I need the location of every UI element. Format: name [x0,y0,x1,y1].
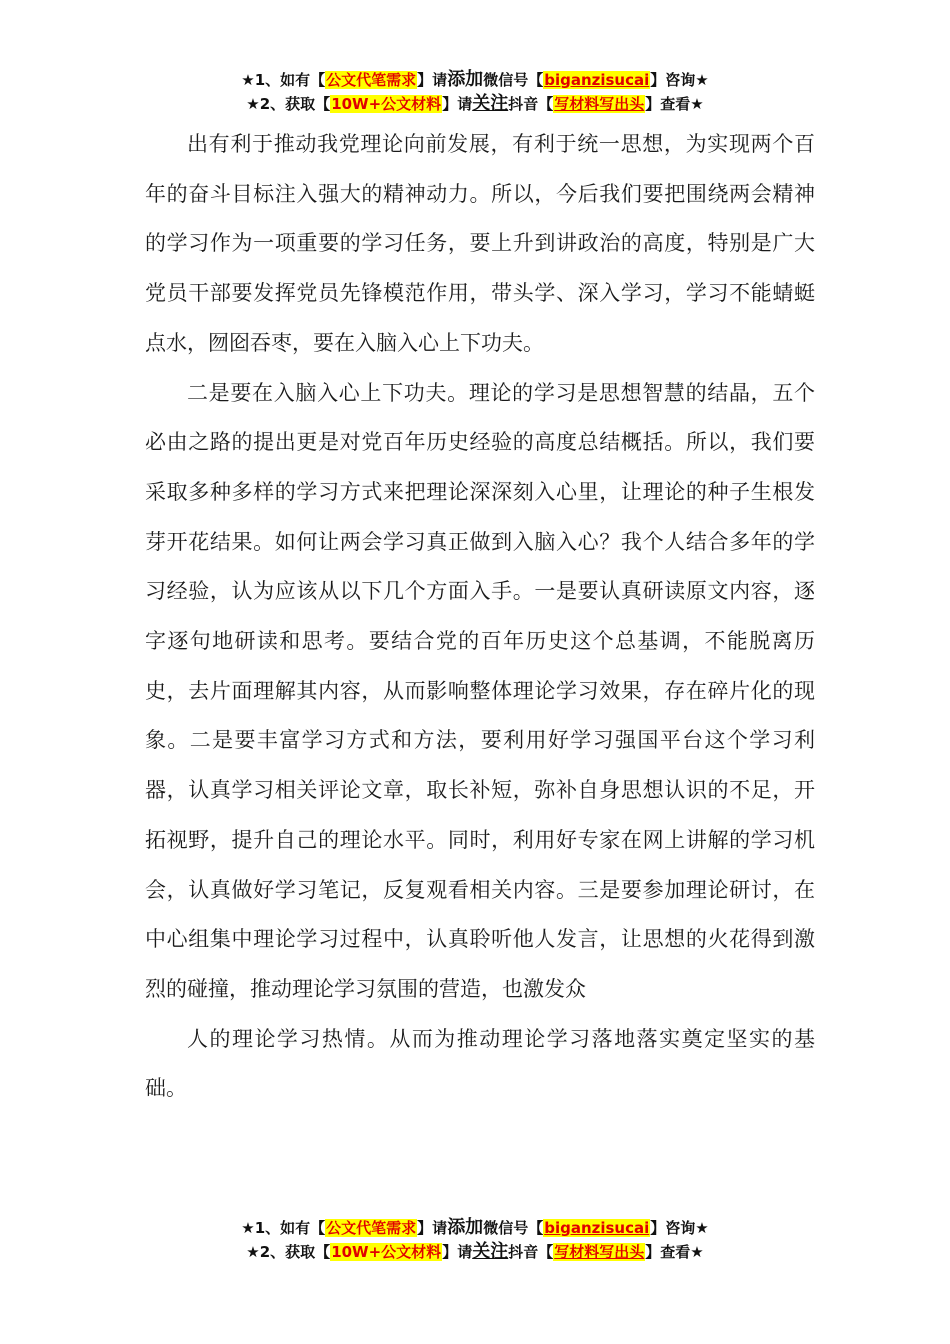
material-highlight: 10W+公文材料 [331,1243,442,1261]
wechat-id-highlight: biganzisucai [544,1219,650,1237]
banner-text: ★2、获取【 [246,1243,331,1261]
banner-text: 】咨询★ [650,71,709,89]
banner-line-1 [0,1216,950,1240]
banner-text: ★1、如有【 [241,71,326,89]
banner-text: 】请 [417,1219,448,1237]
banner-text: 】请 [442,95,473,113]
banner-text: ★2、获取【 [246,95,331,113]
paragraph: 出有利于推动我党理论向前发展，有利于统一思想，为实现两个百年的奋斗目标注入强大的精神动力。所以，今后我们要把围绕两会精神的学习作为一项重要的学习任务，要上升到讲政治的高度，特别是广大党员干部要发挥党员先锋模范作用，带头学、深入学习，学习不能蜻蜓点水，囫囵吞枣，要在入脑入心上下功夫。 [145,132,815,355]
banner-text: 微信号【 [483,1219,544,1237]
banner-text: 】请 [442,1243,473,1261]
banner-text: ★1、如有【 [241,1219,326,1237]
banner-emphasis: 关注 [472,1241,509,1262]
banner-text: 抖音【 [508,95,554,113]
paragraph: 二是要在入脑入心上下功夫。理论的学习是思想智慧的结晶，五个必由之路的提出更是对党百年历史经验的高度总结概括。所以，我们要采取多种多样的学习方式来把理论深深刻入心里，让理论的种子生根发芽开花结果。如何让两会学习真正做到入脑入心？我个人结合多年的学习经验，认为应该从以下几个方面入手。一是要认真研读原文内容，逐字逐句地研读和思考。要结合党的百年历史这个总基调，不能脱离历史，去片面理解其内容，从而影响整体理论学习效果，存在碎片化的现象。二是要丰富学习方式和方法，要利用好学习强国平台这个学习利器，认真学习相关评论文章，取长补短，弥补自身思想认识的不足，开拓视野，提升自己的理论水平。同时，利用好专家在网上讲解的学习机会，认真做好学习笔记，反复观看相关内容。三是要参加理论研讨，在中心组集中理论学习过程中，认真聆听他人发言，让思想的火花得到激烈的碰撞，推动理论学习氛围的营造，也激发众 [145,380,815,1001]
banner-emphasis: 添加 [447,69,484,90]
banner-line-1 [0,68,950,92]
banner-line-2 [0,1240,950,1264]
banner-text: 】请 [417,71,448,89]
bottom-banner [0,1216,950,1264]
banner-text: 抖音【 [508,1243,554,1261]
banner-text: 】咨询★ [650,1219,709,1237]
banner-text: 】查看★ [645,95,704,113]
document-body [145,120,815,1114]
douyin-account-highlight: 写材料写出头 [554,95,645,113]
service-highlight: 公文代笔需求 [326,1219,417,1237]
wechat-id-highlight: biganzisucai [544,71,650,89]
service-highlight: 公文代笔需求 [326,71,417,89]
banner-text: 】查看★ [645,1243,704,1261]
banner-line-2 [0,92,950,116]
top-banner [0,68,950,116]
douyin-account-highlight: 写材料写出头 [554,1243,645,1261]
material-highlight: 10W+公文材料 [331,95,442,113]
paragraph: 人的理论学习热情。从而为推动理论学习落地落实奠定坚实的基础。 [145,1026,815,1101]
banner-text: 微信号【 [483,71,544,89]
banner-emphasis: 关注 [472,93,509,114]
banner-emphasis: 添加 [447,1217,484,1238]
